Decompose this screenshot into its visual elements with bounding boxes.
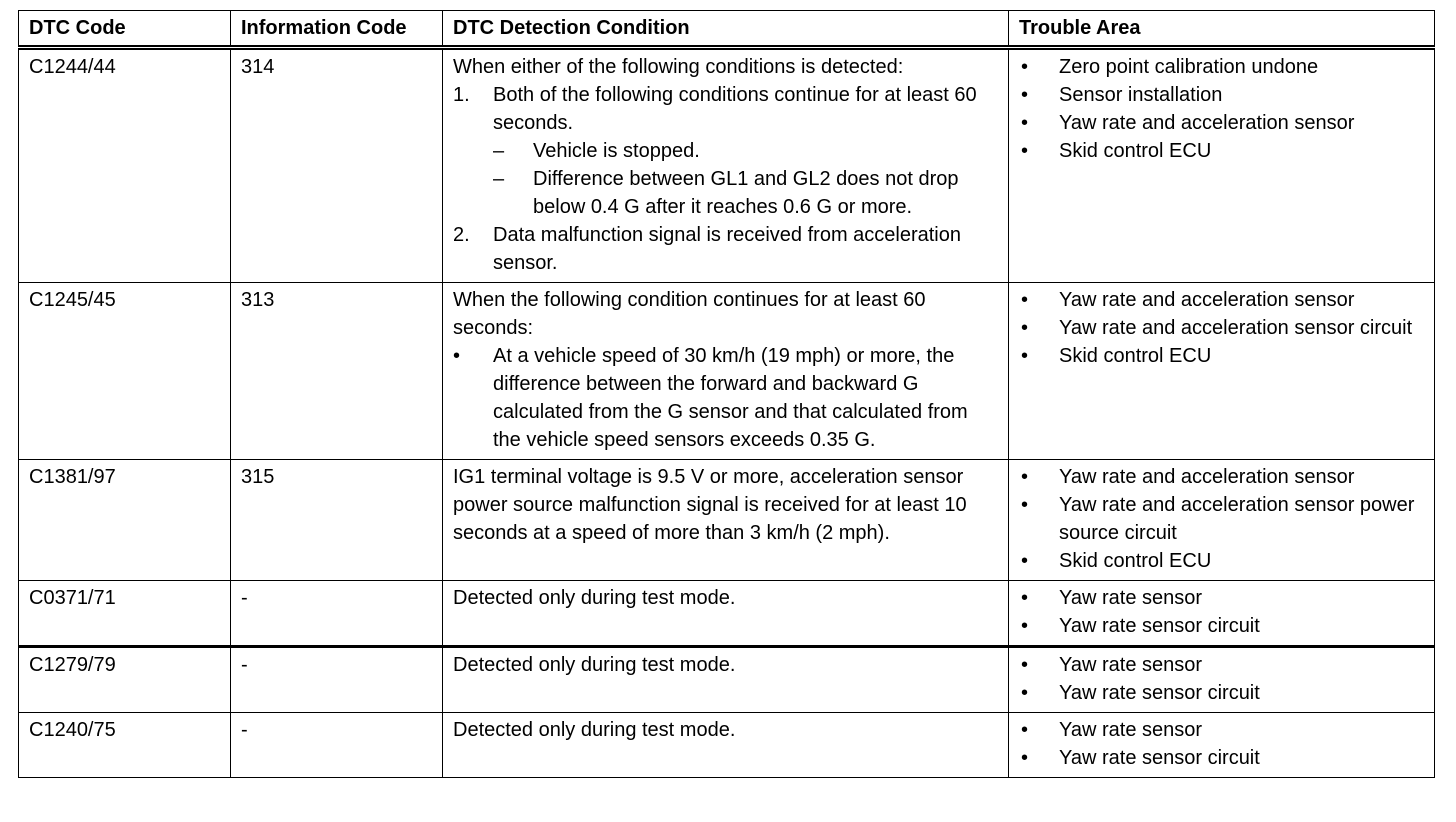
list-item [1019, 109, 1424, 137]
table-header-row [19, 11, 1435, 48]
condition-item-text: Data malfunction signal is received from acceleration sensor. [493, 224, 961, 274]
info-code-cell: - [231, 713, 443, 778]
trouble-list [1019, 286, 1424, 370]
bullet-marker: • [1021, 587, 1029, 609]
condition-item [453, 81, 998, 221]
condition-intro: When either of the following conditions is detected: [453, 56, 904, 78]
bullet-marker: • [1021, 719, 1029, 741]
dtc-code-cell: C1240/75 [19, 713, 231, 778]
dtc-table [18, 10, 1435, 778]
sub-condition-item [493, 137, 998, 165]
table-row [19, 48, 1435, 283]
header-detection-condition: DTC Detection Condition [443, 11, 1009, 48]
trouble-text: Zero point calibration undone [1059, 56, 1319, 78]
condition-cell [443, 48, 1009, 283]
condition-item-text: Both of the following conditions continue for at least 60 seconds. [493, 84, 977, 134]
table-row [19, 581, 1435, 647]
info-code-cell: 313 [231, 283, 443, 460]
bullet-marker: • [1021, 56, 1029, 78]
list-item [1019, 137, 1424, 165]
trouble-list [1019, 463, 1424, 575]
bullet-marker: • [1021, 317, 1029, 339]
condition-item-text: At a vehicle speed of 30 km/h (19 mph) or more, the difference between the forward and backward G calculated from the G sensor and that calculated from the vehicle speed sensors exceeds 0.35 G. [493, 345, 968, 451]
info-code-cell: 315 [231, 460, 443, 581]
bullet-marker: • [1021, 550, 1029, 572]
trouble-text: Yaw rate and acceleration sensor [1059, 289, 1355, 311]
bullet-marker: • [1021, 140, 1029, 162]
list-item [1019, 314, 1424, 342]
bullet-marker: • [453, 345, 461, 367]
condition-item [453, 342, 998, 454]
trouble-text: Yaw rate sensor [1059, 719, 1203, 741]
list-item [1019, 612, 1424, 640]
trouble-text: Sensor installation [1059, 84, 1223, 106]
list-item [1019, 651, 1424, 679]
info-code-cell: - [231, 647, 443, 713]
trouble-text: Skid control ECU [1059, 140, 1212, 162]
trouble-text: Yaw rate sensor [1059, 587, 1203, 609]
trouble-area-cell [1009, 48, 1435, 283]
dash-marker: – [493, 140, 505, 162]
bullet-marker: • [1021, 654, 1029, 676]
trouble-text: Yaw rate and acceleration sensor [1059, 112, 1355, 134]
dtc-code-cell: C0371/71 [19, 581, 231, 647]
dtc-code-cell: C1244/44 [19, 48, 231, 283]
trouble-text: Yaw rate and acceleration sensor power source circuit [1059, 494, 1415, 544]
item-number: 1. [453, 84, 470, 106]
trouble-text: Yaw rate sensor [1059, 654, 1203, 676]
condition-cell [443, 581, 1009, 647]
trouble-area-cell [1009, 713, 1435, 778]
condition-cell [443, 283, 1009, 460]
dash-marker: – [493, 168, 505, 190]
list-item [1019, 81, 1424, 109]
header-trouble-area: Trouble Area [1009, 11, 1435, 48]
dtc-code-cell: C1381/97 [19, 460, 231, 581]
condition-intro: Detected only during test mode. [453, 719, 736, 741]
bullet-marker: • [1021, 345, 1029, 367]
list-item [1019, 744, 1424, 772]
bullet-marker: • [1021, 289, 1029, 311]
trouble-text: Yaw rate sensor circuit [1059, 747, 1260, 769]
dtc-code-cell: C1279/79 [19, 647, 231, 713]
trouble-text: Yaw rate and acceleration sensor circuit [1059, 317, 1413, 339]
condition-cell [443, 713, 1009, 778]
trouble-text: Yaw rate sensor circuit [1059, 615, 1260, 637]
trouble-area-cell [1009, 647, 1435, 713]
trouble-text: Yaw rate and acceleration sensor [1059, 466, 1355, 488]
trouble-list [1019, 53, 1424, 165]
condition-intro: When the following condition continues for at least 60 seconds: [453, 289, 926, 339]
condition-intro: Detected only during test mode. [453, 587, 736, 609]
trouble-text: Yaw rate sensor circuit [1059, 682, 1260, 704]
trouble-area-cell [1009, 283, 1435, 460]
bullet-marker: • [1021, 112, 1029, 134]
condition-list [453, 342, 998, 454]
header-information-code: Information Code [231, 11, 443, 48]
list-item [1019, 342, 1424, 370]
bullet-marker: • [1021, 466, 1029, 488]
trouble-list [1019, 716, 1424, 772]
table-row [19, 460, 1435, 581]
list-item [1019, 547, 1424, 575]
condition-cell [443, 460, 1009, 581]
condition-intro: Detected only during test mode. [453, 654, 736, 676]
item-number: 2. [453, 224, 470, 246]
sub-condition-text: Vehicle is stopped. [533, 140, 700, 162]
table-row [19, 283, 1435, 460]
list-item [1019, 679, 1424, 707]
trouble-text: Skid control ECU [1059, 345, 1212, 367]
header-dtc-code: DTC Code [19, 11, 231, 48]
list-item [1019, 584, 1424, 612]
list-item [1019, 716, 1424, 744]
list-item [1019, 286, 1424, 314]
table-row [19, 713, 1435, 778]
trouble-list [1019, 651, 1424, 707]
trouble-area-cell [1009, 460, 1435, 581]
trouble-text: Skid control ECU [1059, 550, 1212, 572]
bullet-marker: • [1021, 747, 1029, 769]
trouble-area-cell [1009, 581, 1435, 647]
sub-condition-item [493, 165, 998, 221]
list-item [1019, 463, 1424, 491]
info-code-cell: - [231, 581, 443, 647]
bullet-marker: • [1021, 84, 1029, 106]
sub-condition-list [493, 137, 998, 221]
sub-condition-text: Difference between GL1 and GL2 does not drop below 0.4 G after it reaches 0.6 G or more. [533, 168, 959, 218]
bullet-marker: • [1021, 682, 1029, 704]
list-item [1019, 491, 1424, 547]
bullet-marker: • [1021, 494, 1029, 516]
list-item [1019, 53, 1424, 81]
condition-list [453, 81, 998, 277]
bullet-marker: • [1021, 615, 1029, 637]
condition-intro: IG1 terminal voltage is 9.5 V or more, acceleration sensor power source malfunction signal is received for at least 10 seconds at a speed of more than 3 km/h (2 mph). [453, 466, 967, 544]
condition-cell [443, 647, 1009, 713]
dtc-code-cell: C1245/45 [19, 283, 231, 460]
trouble-list [1019, 584, 1424, 640]
table-row [19, 647, 1435, 713]
condition-item [453, 221, 998, 277]
info-code-cell: 314 [231, 48, 443, 283]
